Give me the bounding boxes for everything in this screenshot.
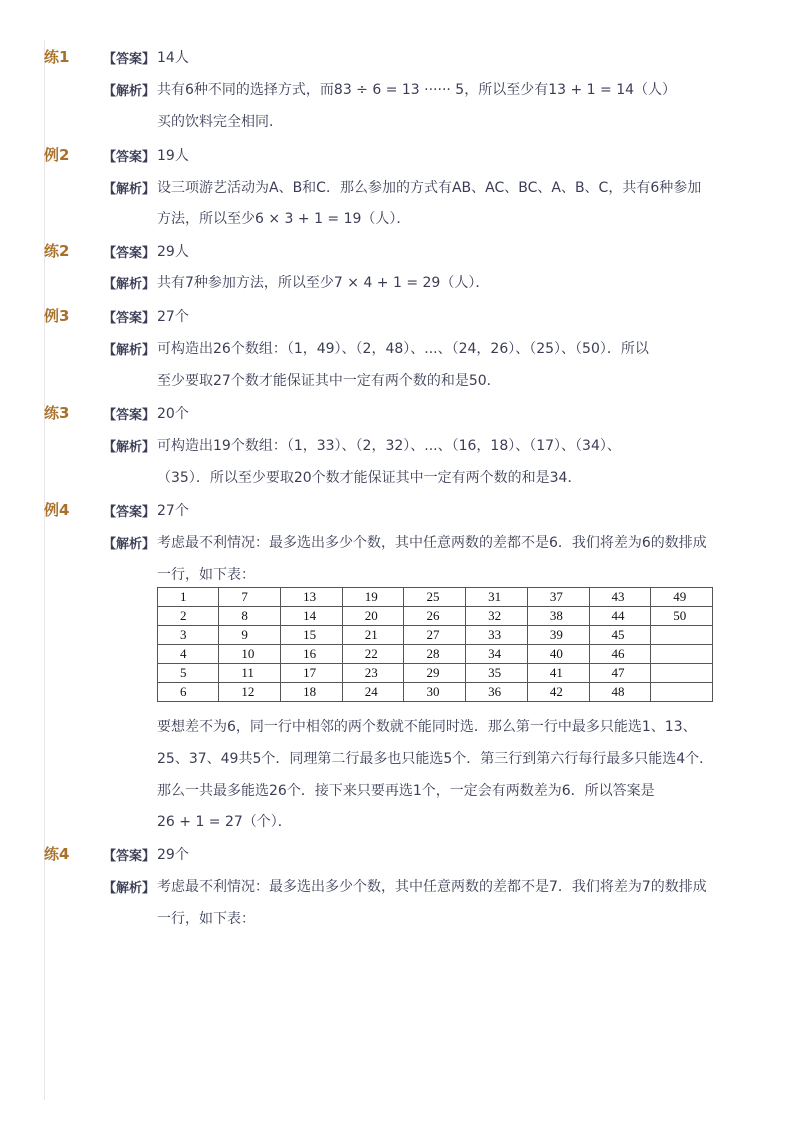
table-cell: 47 (589, 664, 651, 683)
table-cell: 38 (527, 607, 589, 626)
left-margin-rule (44, 40, 45, 1100)
table-cell: 35 (466, 664, 528, 683)
answer-label: 【答案】 (103, 311, 156, 326)
table-cell: 6 (158, 683, 219, 702)
table-cell: 46 (589, 645, 651, 664)
answer-value: 27个 (157, 503, 189, 519)
entry-tag: 练2 (44, 242, 70, 260)
table-cell: 37 (527, 588, 589, 607)
table-row (158, 626, 713, 645)
table-cell: 3 (158, 626, 219, 645)
analysis-line: 一行，如下表： (157, 567, 255, 583)
table-cell: 15 (281, 626, 343, 645)
table-cell: 1 (158, 588, 219, 607)
answer-value: 27个 (157, 309, 189, 325)
table-cell: 11 (219, 664, 281, 683)
entry-tag: 练3 (44, 404, 70, 422)
table-cell (651, 683, 713, 702)
table-cell: 8 (219, 607, 281, 626)
table-cell: 33 (466, 626, 528, 645)
analysis-line: 要想差不为6，同一行中相邻的两个数就不能同时选．那么第一行中最多只能选1、13、 (157, 719, 697, 735)
table-cell: 32 (466, 607, 528, 626)
analysis-line: 考虑最不利情况：最多选出多少个数，其中任意两数的差都不是7．我们将差为7的数排成 (157, 879, 707, 895)
table-row (158, 645, 713, 664)
table-cell (651, 645, 713, 664)
table-row (158, 683, 713, 702)
analysis-line: （35）．所以至少要取20个数才能保证其中一定有两个数的和是34． (157, 470, 582, 486)
table-row (158, 607, 713, 626)
analysis-label: 【解析】 (103, 343, 156, 358)
table-cell: 17 (281, 664, 343, 683)
table-cell: 9 (219, 626, 281, 645)
table-cell: 5 (158, 664, 219, 683)
table-cell: 4 (158, 645, 219, 664)
analysis-line: 25、37、49共5个．同理第二行最多也只能选5个．第三行到第六行每行最多只能选4个． (157, 751, 714, 767)
entry-tag: 例4 (44, 501, 70, 519)
table-cell: 10 (219, 645, 281, 664)
analysis-label: 【解析】 (103, 881, 156, 896)
answer-value: 14人 (157, 50, 189, 66)
answer-label: 【答案】 (103, 505, 156, 520)
table-cell: 28 (404, 645, 466, 664)
analysis-line: 方法，所以至少6 × 3 + 1 = 19（人）． (157, 211, 411, 227)
table-cell: 41 (527, 664, 589, 683)
table-cell: 26 (404, 607, 466, 626)
analysis-line: 买的饮料完全相同． (157, 114, 283, 130)
analysis-line: 那么一共最多能选26个．接下来只要再选1个，一定会有两数差为6．所以答案是 (157, 783, 655, 799)
table-cell: 36 (466, 683, 528, 702)
table-row (158, 588, 713, 607)
analysis-line: 共有7种参加方法，所以至少7 × 4 + 1 = 29（人）． (157, 275, 490, 291)
entry-tag: 练1 (44, 48, 70, 66)
analysis-line: 考虑最不利情况：最多选出多少个数，其中任意两数的差都不是6．我们将差为6的数排成 (157, 535, 707, 551)
table-cell (651, 664, 713, 683)
answer-value: 29人 (157, 244, 189, 260)
answer-label: 【答案】 (103, 52, 156, 67)
analysis-label: 【解析】 (103, 440, 156, 455)
analysis-line: 共有6种不同的选择方式，而83 ÷ 6 = 13 ······ 5，所以至少有13 + 1 = 14（人） (157, 82, 677, 98)
analysis-label: 【解析】 (103, 277, 156, 292)
table-cell: 19 (342, 588, 404, 607)
table-cell: 50 (651, 607, 713, 626)
table-cell: 45 (589, 626, 651, 645)
table-cell: 16 (281, 645, 343, 664)
table-cell: 49 (651, 588, 713, 607)
table-cell: 30 (404, 683, 466, 702)
entry-tag: 练4 (44, 845, 70, 863)
analysis-line: 可构造出26个数组：（1，49）、（2，48）、...、（24，26）、（25）、（50）．所以 (157, 341, 649, 357)
table-cell: 40 (527, 645, 589, 664)
table-cell: 34 (466, 645, 528, 664)
answer-label: 【答案】 (103, 150, 156, 165)
table-cell: 12 (219, 683, 281, 702)
answer-label: 【答案】 (103, 246, 156, 261)
table-cell: 22 (342, 645, 404, 664)
analysis-line: 设三项游艺活动为A、B和C．那么参加的方式有AB、AC、BC、A、B、C，共有6种参加 (157, 180, 702, 196)
answer-value: 19人 (157, 148, 189, 164)
answer-value: 29个 (157, 847, 189, 863)
table-cell: 42 (527, 683, 589, 702)
table-cell: 48 (589, 683, 651, 702)
analysis-label: 【解析】 (103, 182, 156, 197)
table-cell (651, 626, 713, 645)
table-cell: 24 (342, 683, 404, 702)
table-cell: 31 (466, 588, 528, 607)
answer-label: 【答案】 (103, 408, 156, 423)
table-cell: 39 (527, 626, 589, 645)
table-cell: 29 (404, 664, 466, 683)
table-cell: 43 (589, 588, 651, 607)
entry-tag: 例3 (44, 307, 70, 325)
analysis-line: 至少要取27个数才能保证其中一定有两个数的和是50． (157, 373, 501, 389)
analysis-line: 26 + 1 = 27（个）． (157, 814, 292, 830)
analysis-label: 【解析】 (103, 84, 156, 99)
analysis-line: 可构造出19个数组：（1，33）、（2，32）、...、（16，18）、（17）、（34）、 (157, 438, 621, 454)
table-cell: 44 (589, 607, 651, 626)
table-cell: 27 (404, 626, 466, 645)
table-row (158, 664, 713, 683)
table-cell: 21 (342, 626, 404, 645)
table-cell: 23 (342, 664, 404, 683)
answer-value: 20个 (157, 406, 189, 422)
table-cell: 14 (281, 607, 343, 626)
table-cell: 2 (158, 607, 219, 626)
table-cell: 13 (281, 588, 343, 607)
table-cell: 25 (404, 588, 466, 607)
analysis-line: 一行，如下表： (157, 911, 255, 927)
entry-tag: 例2 (44, 146, 70, 164)
table-cell: 20 (342, 607, 404, 626)
analysis-label: 【解析】 (103, 537, 156, 552)
answer-label: 【答案】 (103, 849, 156, 864)
table-cell: 18 (281, 683, 343, 702)
number-table (157, 587, 713, 702)
table-cell: 7 (219, 588, 281, 607)
